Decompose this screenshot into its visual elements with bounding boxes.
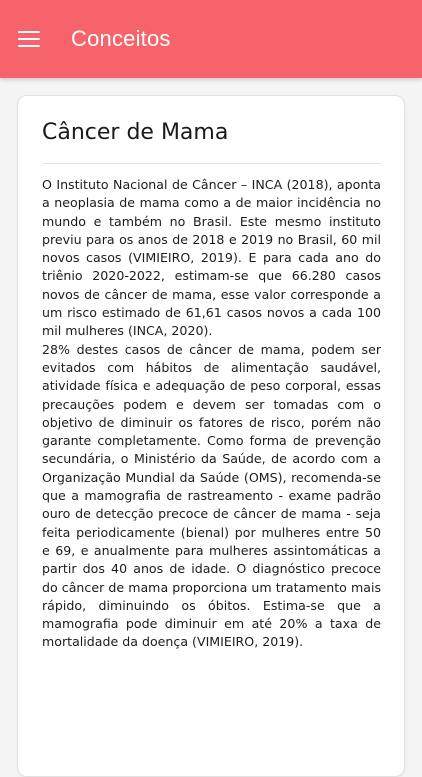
- app-bar: [0, 0, 422, 78]
- body-paragraph: O Instituto Nacional de Câncer – INCA (2018), aponta a neoplasia de mama como a de maior incidência no mundo e também no Brasil. Este mesmo instituto previu para os anos de 2018 e 2019 no Brasil, 60 mil novos casos (VIMIEIRO, 2019). E para cada ano do triênio 2020-2022, estimam-se que 66.280 casos novos de câncer de mama, esse valor corresponde a um risco estimado de 61,61 casos novos a cada 100 mil mulheres (INCA, 2020).: [42, 177, 381, 339]
- concept-card: [17, 95, 405, 777]
- title-divider: [42, 163, 381, 164]
- menu-icon-bar-middle: [18, 38, 40, 40]
- card-body: [42, 176, 381, 652]
- page-title: Conceitos: [71, 26, 171, 51]
- card-title: Câncer de Mama: [42, 120, 229, 145]
- body-paragraph: 28% destes casos de câncer de mama, podem ser evitados com hábitos de alimentação saudável, atividade física e adequação de peso corporal, essas precauções podem e devem ser tomadas com o objetivo de diminuir os fatores de risco, porém não garante completamente. Como forma de prevenção secundária, o Ministério da Saúde, de acordo com a Organização Mundial da Saúde (OMS), recomenda-se que a mamografia de rastreamento - exame padrão ouro de detecção precoce de câncer de mama - seja feita periodicamente (bienal) por mulheres entre 50 e 69, e anualmente para mulheres assintomáticas a partir dos 40 anos de idade. O diagnóstico precoce do câncer de mama proporciona um tratamento mais rápido, diminuindo os óbitos. Estima-se que a mamografia pode diminuir em até 20% a taxa de mortalidade da doença (VIMIEIRO, 2019).: [42, 341, 381, 650]
- menu-icon-bar-bottom: [18, 45, 40, 47]
- menu-icon[interactable]: [18, 31, 40, 47]
- menu-icon-bar-top: [18, 31, 40, 33]
